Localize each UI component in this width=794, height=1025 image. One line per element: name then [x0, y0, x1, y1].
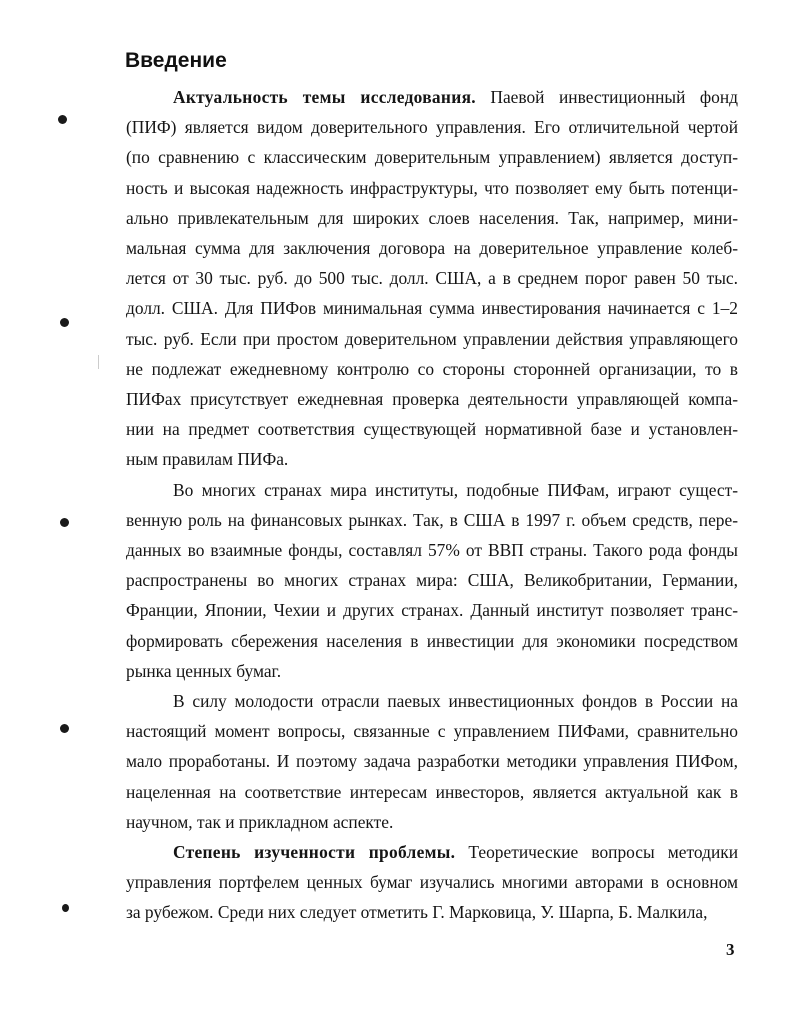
text-line	[126, 837, 738, 867]
text-line-content: научном, так и прикладном аспекте.	[126, 811, 394, 832]
binding-hole-dot	[62, 904, 69, 912]
text-line-content: Франции, Японии, Чехии и других странах. Данный институт позволяет транс-	[126, 600, 738, 621]
text-line	[126, 173, 738, 203]
text-line-content: распространены во многих странах мира: США, Великобритании, Германии,	[126, 570, 738, 591]
binding-hole-dot	[58, 115, 67, 124]
text-line	[126, 324, 738, 354]
text-line-content: нии на предмет соответствия существующей нормативной базе и установлен-	[126, 419, 738, 440]
text-line	[126, 867, 738, 897]
text-line-content: не подлежат ежедневному контролю со стороны сторонней организации, то в	[126, 358, 738, 379]
text-line	[126, 535, 738, 565]
text-line	[126, 686, 738, 716]
paragraph	[126, 837, 738, 928]
paragraph	[126, 686, 738, 837]
text-line-content: Во многих странах мира институты, подобные ПИФам, играют сущест-	[173, 479, 738, 500]
text-line	[126, 203, 738, 233]
paragraph-lead-bold: Степень изученности проблемы.	[173, 842, 456, 863]
text-line	[126, 716, 738, 746]
text-line-content: ПИФах присутствует ежедневная проверка деятельности управляющей компа-	[126, 389, 738, 410]
text-line	[126, 82, 738, 112]
text-line	[126, 293, 738, 323]
text-line	[126, 263, 738, 293]
text-line-content: рынка ценных бумаг.	[126, 660, 282, 681]
text-line-content: (по сравнению с классическим доверительным управлением) является доступ-	[126, 147, 738, 168]
text-line	[126, 414, 738, 444]
paragraph-lead-bold: Актуальность темы исследования.	[173, 87, 476, 107]
text-line-content: тыс. руб. Если при простом доверительном управлении действия управляющего	[126, 328, 738, 349]
text-line	[126, 897, 738, 927]
text-line	[126, 807, 738, 837]
text-line-content: ным правилам ПИФа.	[126, 449, 289, 470]
text-line-content: (ПИФ) является видом доверительного управления. Его отличительной чертой	[126, 117, 738, 138]
text-line-content: ность и высокая надежность инфраструктуры, что позволяет ему быть потенци-	[126, 177, 738, 198]
text-line-content: данных во взаимные фонды, составлял 57% от ВВП страны. Такого рода фонды	[126, 540, 738, 561]
text-line-content: формировать сбережения населения в инвестиции для экономики посредством	[126, 630, 738, 651]
text-line	[126, 505, 738, 535]
text-line-content: Паевой инвестиционный фонд	[475, 87, 738, 107]
page-number: 3	[726, 940, 735, 959]
text-line	[126, 777, 738, 807]
text-line-content: настоящий момент вопросы, связанные с управлением ПИФами, сравнительно	[126, 721, 738, 742]
text-line-content: Теоретические вопросы методики	[455, 842, 738, 863]
text-line-content: В силу молодости отрасли паевых инвестиционных фондов в России на	[173, 691, 738, 712]
text-line-content: управления портфелем ценных бумаг изучались многими авторами в основном	[126, 872, 738, 893]
text-line	[126, 626, 738, 656]
text-line	[126, 354, 738, 384]
text-line	[126, 142, 738, 172]
text-line	[126, 656, 738, 686]
paragraph	[126, 82, 738, 475]
text-line-content: ально привлекательным для широких слоев населения. Так, например, мини-	[126, 207, 738, 228]
paragraph	[126, 475, 738, 686]
binding-hole-dot	[60, 518, 69, 527]
text-line	[126, 595, 738, 625]
text-line	[126, 746, 738, 776]
text-line-content: за рубежом. Среди них следует отметить Г. Марковица, У. Шарпа, Б. Малкила,	[126, 902, 708, 923]
text-line	[126, 565, 738, 595]
body-text	[126, 82, 738, 928]
text-line-content: венную роль на финансовых рынках. Так, в США в 1997 г. объем средств, пере-	[126, 509, 738, 530]
text-line-content: нацеленная на соответствие интересам инвесторов, является актуальной как в	[126, 781, 738, 802]
text-line-content: долл. США. Для ПИФов минимальная сумма инвестирования начинается с 1–2	[126, 298, 738, 319]
text-line	[126, 233, 738, 263]
margin-mark	[98, 355, 99, 369]
text-line-content: лется от 30 тыс. руб. до 500 тыс. долл. США, а в среднем порог равен 50 тыс.	[126, 268, 738, 289]
binding-hole-dot	[60, 318, 69, 327]
binding-hole-dot	[60, 724, 69, 733]
text-line	[126, 475, 738, 505]
text-line	[126, 384, 738, 414]
section-heading: Введение	[125, 49, 227, 72]
text-line-content: мало проработаны. И поэтому задача разработки методики управления ПИФом,	[126, 751, 738, 772]
text-line-content: мальная сумма для заключения договора на доверительное управление колеб-	[126, 238, 738, 259]
text-line	[126, 112, 738, 142]
text-line	[126, 444, 738, 474]
